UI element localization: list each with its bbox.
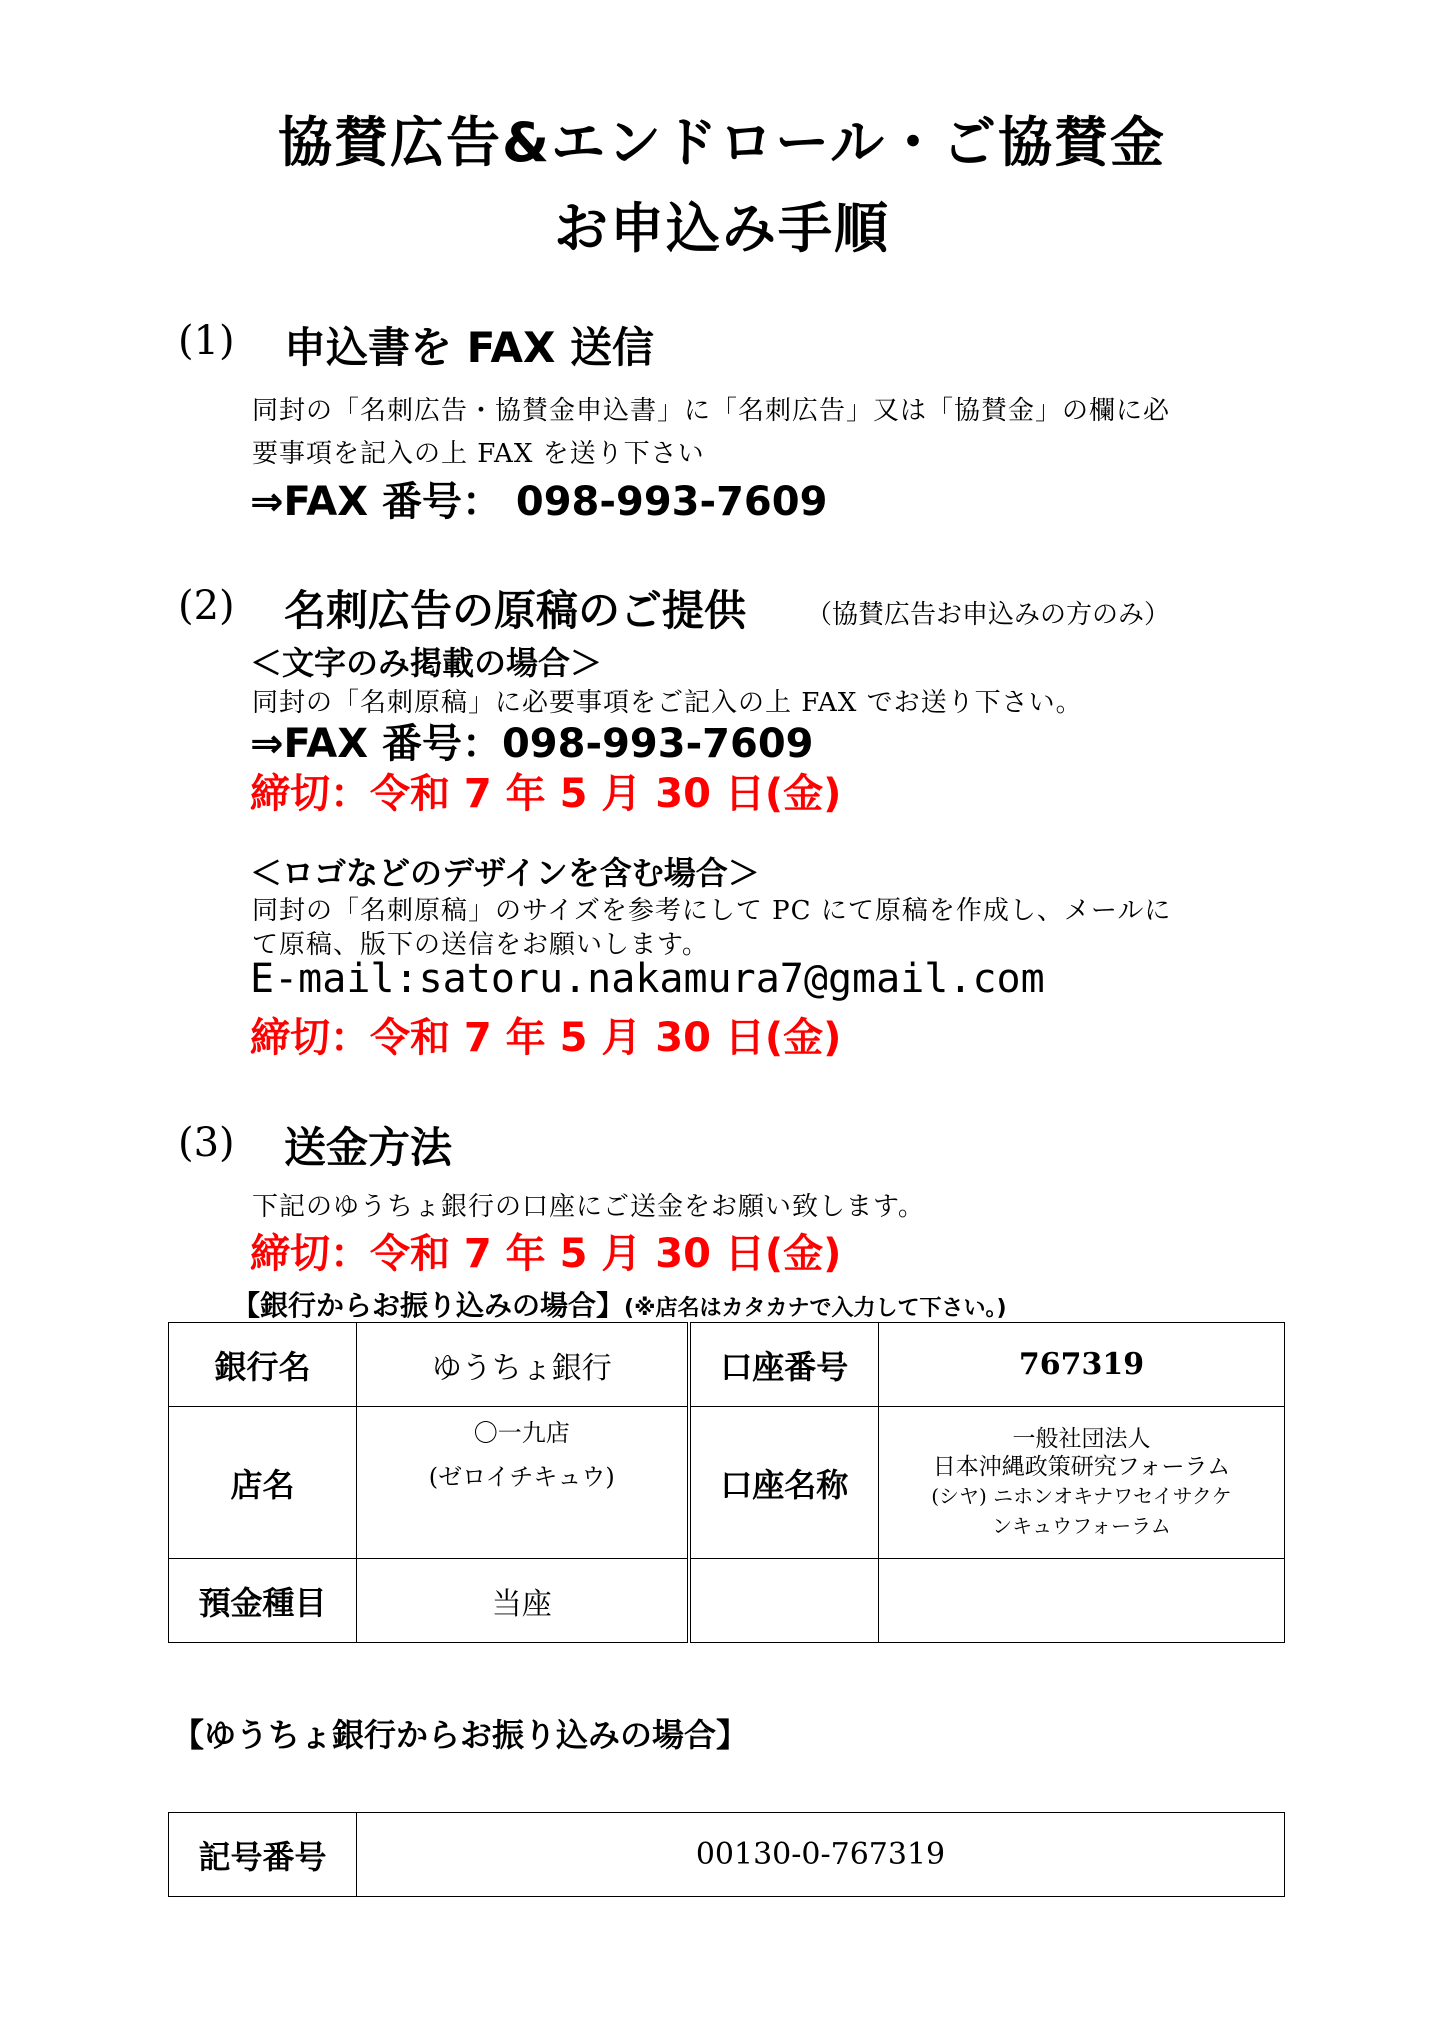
section2-title: 名刺広告の原稿のご提供: [284, 586, 747, 635]
yucho-transfer-heading: 【ゆうちょ銀行からお振り込みの場合】: [172, 1716, 749, 1754]
symbol-number-value: 00130-0-767319: [357, 1813, 1285, 1897]
symbol-number-label: 記号番号: [169, 1813, 357, 1897]
account-name-line3: (シヤ) ニホンオキナワセイサクケ: [931, 1483, 1232, 1508]
account-name-label: 口座名称: [689, 1407, 879, 1559]
bank-name-value: ゆうちょ銀行: [357, 1323, 689, 1407]
logo-text-line2: て原稿、版下の送信をお願いします。: [252, 930, 709, 960]
account-name-line4: ンキュウフォーラム: [992, 1513, 1171, 1538]
section3-text: 下記のゆうちょ銀行の口座にご送金をお願い致します。: [252, 1192, 925, 1222]
bank-transfer-heading: [232, 1284, 1007, 1324]
section3-deadline: 締切：令和 7 年 5 月 30 日(金): [250, 1231, 842, 1277]
text-only-fax-number: ⇒FAX 番号：098-993-7609: [250, 721, 814, 767]
logo-text-line1: 同封の「名刺原稿」のサイズを参考にして PC にて原稿を作成し、メールに: [252, 896, 1172, 926]
bank-table: [168, 1322, 1285, 1643]
empty-cell: [689, 1559, 879, 1643]
logo-deadline: 締切：令和 7 年 5 月 30 日(金): [250, 1015, 842, 1061]
bank-transfer-note: (※店名はカタカナで入力して下さい。): [624, 1296, 1007, 1321]
text-only-deadline: 締切：令和 7 年 5 月 30 日(金): [250, 771, 842, 817]
section1-number: (1): [178, 318, 235, 364]
branch-label: 店名: [169, 1407, 357, 1559]
account-name-value: [879, 1407, 1285, 1559]
branch-value-line1: 〇一九店: [473, 1419, 570, 1447]
logo-heading: ＜ロゴなどのデザインを含む場合＞: [250, 854, 760, 892]
document-title-line1: 協賛広告&エンドロール・ご協賛金: [277, 111, 1166, 174]
section3-title: 送金方法: [284, 1123, 453, 1172]
deposit-type-value: 当座: [357, 1559, 689, 1643]
section1-fax-number: ⇒FAX 番号： 098-993-7609: [250, 479, 828, 525]
branch-value-line2: (ゼロイチキュウ): [428, 1463, 615, 1491]
yucho-table: [168, 1812, 1285, 1897]
deposit-type-label: 預金種目: [169, 1559, 357, 1643]
account-number-value: 767319: [879, 1323, 1285, 1407]
section1-text-line1: 同封の「名刺広告・協賛金申込書」に「名刺広告」又は「協賛金」の欄に必: [252, 396, 1171, 426]
document-title-line2: お申込み手順: [554, 197, 890, 260]
branch-value: [357, 1407, 689, 1559]
bank-transfer-heading-text: 【銀行からお振り込みの場合】: [232, 1289, 625, 1322]
text-only-text: 同封の「名刺原稿」に必要事項をご記入の上 FAX でお送り下さい。: [252, 688, 1083, 718]
text-only-heading: ＜文字のみ掲載の場合＞: [250, 644, 603, 682]
section1-title: 申込書を FAX 送信: [284, 323, 655, 372]
empty-cell: [879, 1559, 1285, 1643]
section3-number: (3): [178, 1120, 235, 1166]
section2-number: (2): [178, 583, 235, 629]
bank-table-row: [169, 1559, 1285, 1643]
section2-note: （協賛広告お申込みの方のみ）: [806, 600, 1171, 630]
section1-text-line2: 要事項を記入の上 FAX を送り下さい: [252, 439, 705, 469]
yucho-table-row: [169, 1813, 1285, 1897]
bank-table-row: [169, 1407, 1285, 1559]
account-number-label: 口座番号: [689, 1323, 879, 1407]
bank-table-row: [169, 1323, 1285, 1407]
email-address: E-mail:satoru.nakamura7@gmail.com: [250, 956, 1045, 1002]
account-name-line2: 日本沖縄政策研究フォーラム: [932, 1453, 1231, 1480]
account-name-line1: 一般社団法人: [1012, 1425, 1151, 1452]
bank-name-label: 銀行名: [169, 1323, 357, 1407]
